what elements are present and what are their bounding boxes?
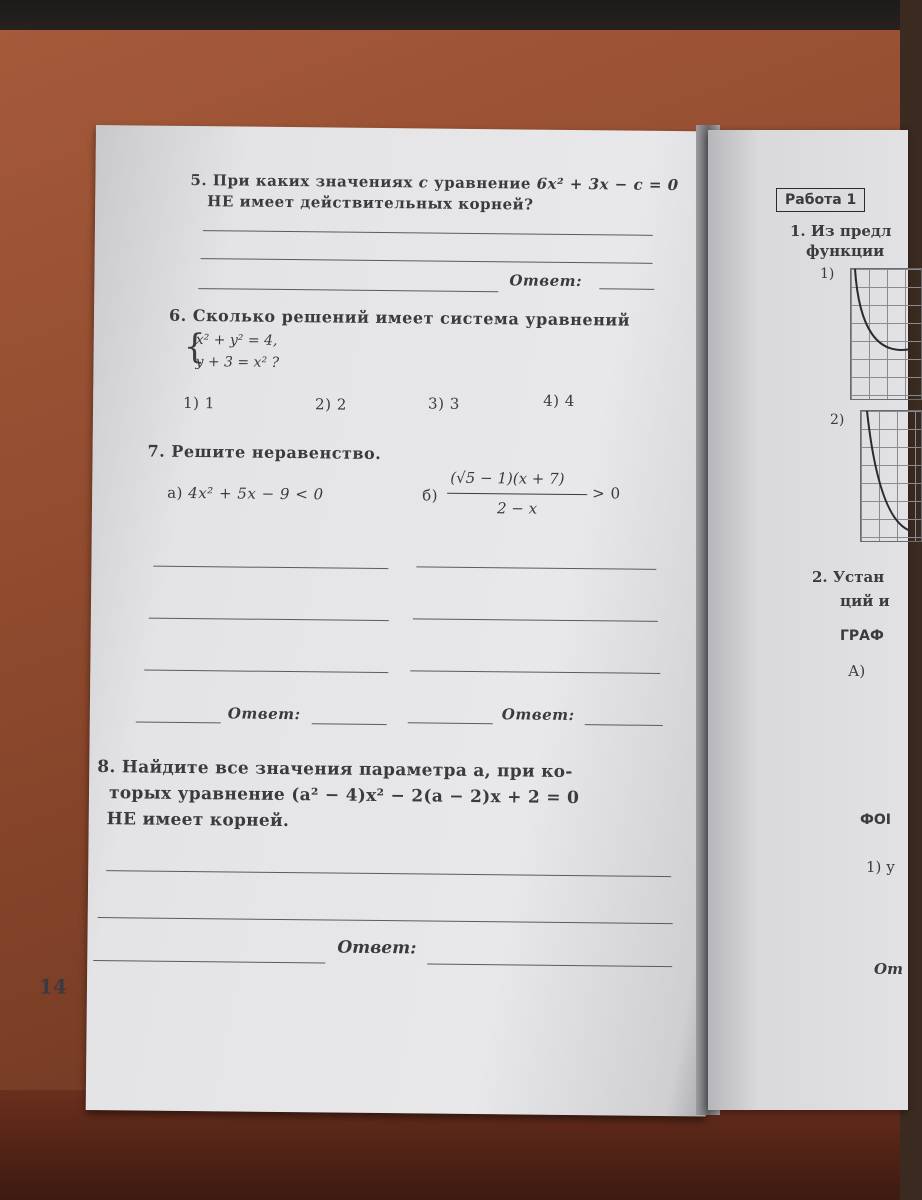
graph-curve-2 (861, 411, 921, 541)
right-q1-line1: 1. Из предл (790, 222, 892, 240)
right-q1-line2: функции (806, 242, 885, 260)
q5-answer-line[interactable] (203, 230, 653, 236)
right-q2-line2: ций и (840, 592, 890, 610)
graph-grid-2 (860, 410, 922, 542)
q8-line2: торых уравнение (a² − 4)x² − 2(a − 2)x + 2 = 0 (108, 783, 580, 809)
q7a-inequality: а) 4x² + 5x − 9 < 0 (167, 483, 324, 504)
fraction-bar (447, 493, 587, 495)
q7-question: 7. Решите неравенство. (147, 441, 382, 464)
q8-answer-line[interactable] (106, 870, 671, 877)
q8-answer-field[interactable] (427, 964, 672, 968)
q8-answer-line[interactable] (93, 960, 325, 963)
q7a-answer-field[interactable] (312, 723, 387, 725)
q7b-label: б) (422, 486, 439, 505)
right-option-1: 1) (820, 266, 835, 282)
q5-answer-line[interactable] (201, 258, 653, 264)
work-badge: Работа 1 (776, 188, 865, 212)
q6-eq2: y + 3 = x² ? (195, 354, 280, 371)
right-option-2: 2) (830, 412, 845, 428)
right-item-1: 1) у (866, 858, 895, 876)
q7a-answer-line[interactable] (153, 566, 388, 569)
q7b-rhs: > 0 (592, 484, 621, 503)
page-number: 14 (38, 974, 67, 999)
right-page (708, 130, 908, 1110)
q5-line2: НЕ имеет действительных корней? (207, 192, 534, 214)
q6-option[interactable]: 3) 3 (428, 394, 460, 413)
q7b-answer-line[interactable] (408, 722, 493, 724)
q5-answer-line[interactable] (198, 288, 498, 292)
q8-answer-line[interactable] (98, 917, 673, 924)
q7a-answer-label: Ответ: (227, 704, 301, 724)
q7b-answer-line[interactable] (416, 566, 656, 570)
q5-line1: 5. При каких значениях c уравнение 6x² + 3x − c = 0 (190, 170, 679, 195)
q5-answer-field[interactable] (599, 288, 654, 290)
q7b-answer-label: Ответ: (501, 705, 575, 725)
q7b-denominator: 2 − x (496, 499, 538, 518)
q7b-answer-field[interactable] (585, 724, 663, 726)
graph-grid-1 (850, 268, 922, 400)
right-graf-label: ГРАФ (840, 628, 884, 644)
q6-option[interactable]: 2) 2 (314, 395, 347, 414)
q7b-answer-line[interactable] (413, 618, 658, 622)
left-page (38, 125, 716, 1116)
q7a-answer-line[interactable] (149, 618, 389, 622)
q8-answer-label: Ответ: (337, 937, 417, 959)
right-a-label: А) (848, 662, 866, 680)
q7b-numerator: (√5 − 1)(x + 7) (450, 468, 565, 488)
q8-line1: 8. Найдите все значения параметра a, при ко- (97, 757, 573, 783)
q6-option[interactable]: 4) 4 (543, 391, 575, 411)
q7a-answer-line[interactable] (144, 670, 388, 674)
q6-question: 6. Сколько решений имеет система уравнений (168, 305, 631, 330)
right-fo-label: ФОІ (860, 812, 891, 828)
q5-answer-label: Ответ: (509, 271, 583, 291)
q6-eq1: x² + y² = 4, (195, 332, 278, 349)
right-ot-label: От (874, 960, 903, 978)
q7b-answer-line[interactable] (410, 670, 660, 674)
q6-option[interactable]: 1) 1 (183, 393, 215, 413)
q8-line3: НЕ имеет корней. (106, 809, 290, 832)
graph-curve-1 (851, 269, 921, 399)
system-brace: { (183, 326, 206, 368)
right-q2-line1: 2. Устан (812, 568, 885, 586)
q7a-answer-line[interactable] (136, 721, 221, 723)
